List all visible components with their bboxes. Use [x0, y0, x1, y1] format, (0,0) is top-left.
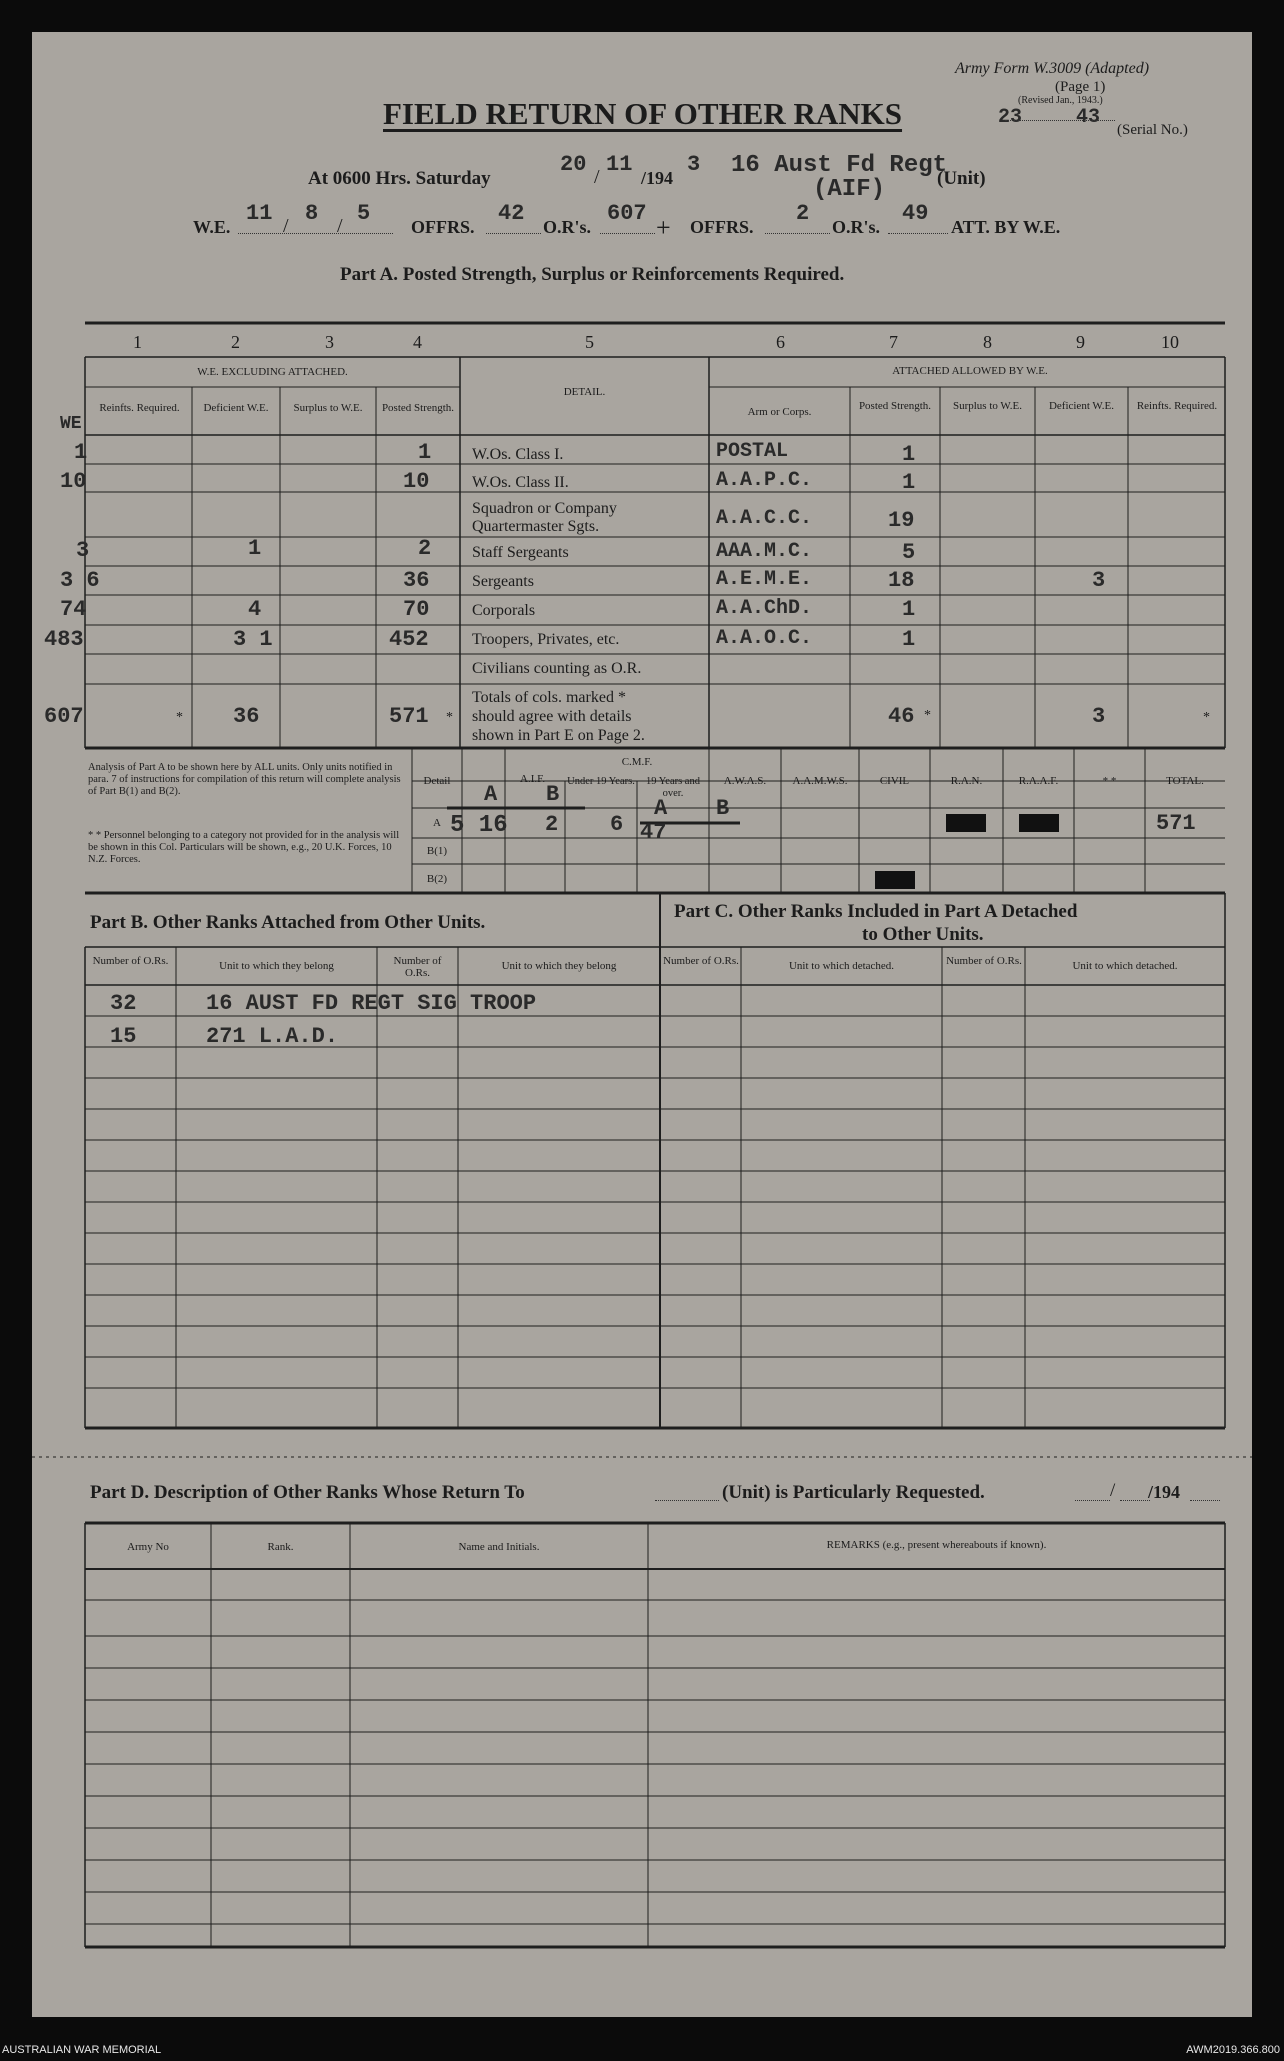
col-number-10: 10 [1161, 332, 1179, 352]
analysis-aamws-header: A.A.M.W.S. [792, 775, 848, 787]
date-year-prefix: /194 [641, 168, 674, 188]
totals-star-1: * [176, 710, 183, 725]
part-d-title: Part D. Description of Other Ranks Whose Return To [90, 1482, 525, 1503]
row-5-att-posted: 18 [888, 568, 915, 593]
revised-note: (Revised Jan., 1943.) [1018, 95, 1103, 106]
part-d-date-dots-2 [1120, 1500, 1150, 1501]
col-number-5: 5 [585, 332, 594, 352]
totals-detail: Totals of cols. marked * should agree with details shown in Part E on Page 2. [472, 689, 645, 744]
row-6-deficient: 4 [248, 597, 262, 622]
part-c-number-header-2: Number of O.Rs. [946, 955, 1022, 967]
analysis-aif-b-value: 2 [545, 812, 559, 837]
part-d-remarks-header: REMARKS (e.g., present whereabouts if known). [826, 1539, 1047, 1551]
analysis-aif-header: A.I.F. [520, 773, 546, 785]
page-number: (Page 1) [1055, 79, 1106, 95]
row-5-att-deficient: 3 [1092, 568, 1106, 593]
date-sep: / [594, 166, 600, 188]
date-month: 11 [606, 152, 633, 177]
reinfts-required-header: Reinfts. Required. [99, 402, 180, 414]
unit-label: (Unit) [937, 168, 986, 189]
part-b-entry-2-unit: 271 L.A.D. [206, 1024, 339, 1049]
form-id: Army Form W.3009 (Adapted) [955, 60, 1150, 77]
analysis-note: Analysis of Part A to be shown here by ALL units. Only units notified in para. 7 of instructions for compilation of this return will complete analysis of Part B(1) and B(2). [88, 762, 401, 797]
date-year-digit: 3 [687, 152, 701, 177]
col-number-6: 6 [776, 332, 785, 352]
totals-star-4: * [1203, 710, 1210, 725]
analysis-hand-a: A [484, 782, 498, 807]
row-3-att-posted: 19 [888, 508, 915, 533]
ors-label: O.R's. [543, 217, 592, 237]
deficient-we-header: Deficient W.E. [203, 402, 269, 414]
we-value-2: 8 [305, 201, 319, 226]
col-number-1: 1 [133, 332, 142, 352]
part-a-title: Part A. Posted Strength, Surplus or Reinforcements Required. [340, 264, 845, 285]
footer-accession: AWM2019.366.800 [1186, 2044, 1280, 2056]
row-7-att-posted: 1 [902, 627, 916, 652]
row-5-arm: A.E.M.E. [716, 568, 813, 591]
part-d-unit-dots [655, 1500, 719, 1501]
part-c-title: Part C. Other Ranks Included in Part A Detached [674, 901, 1078, 922]
col-number-3: 3 [325, 332, 334, 352]
analysis-aif-a-value: 5 16 [450, 812, 508, 839]
part-b-title: Part B. Other Ranks Attached from Other Units. [90, 912, 486, 933]
row-6-detail: Corporals [472, 602, 536, 619]
totals-reinfts: 607 [44, 704, 84, 729]
analysis-row-b1: B(1) [426, 845, 448, 857]
analysis-hand-b2: B [716, 796, 730, 821]
analysis-awas-header: A.W.A.S. [723, 775, 767, 787]
analysis-under19-value: 6 [610, 812, 624, 837]
row-2-reinfts: 10 [60, 469, 87, 494]
offrs-label: OFFRS. [411, 217, 475, 237]
part-b-unit-header-2: Unit to which they belong [501, 960, 617, 972]
part-c-unit-header-2: Unit to which detached. [1072, 960, 1178, 972]
redaction-ran [946, 814, 986, 832]
attached-allowed-header: ATTACHED ALLOWED BY W.E. [892, 365, 1048, 377]
ors2-value: 49 [902, 201, 929, 226]
analysis-row-b2: B(2) [426, 873, 448, 885]
row-1-detail: W.Os. Class I. [472, 446, 564, 463]
footer-credit: AUSTRALIAN WAR MEMORIAL [2, 2044, 162, 2056]
row-1-posted: 1 [418, 440, 432, 465]
serial-handwritten: 23 [998, 106, 1023, 129]
row-7-detail: Troopers, Privates, etc. [472, 631, 620, 648]
plus-sign: + [656, 213, 671, 242]
analysis-total-header: TOTAL. [1166, 775, 1204, 787]
we-value-3: 5 [357, 201, 371, 226]
analysis-over19-value: 47 [640, 820, 667, 845]
we-handwritten: WE [60, 414, 82, 434]
row-2-posted: 10 [403, 469, 430, 494]
part-c-unit-header-1: Unit to which detached. [788, 960, 895, 972]
row-4-posted: 2 [418, 536, 432, 561]
col-number-8: 8 [983, 332, 992, 352]
row-7-deficient: 3 1 [233, 627, 273, 652]
date-day: 20 [560, 152, 587, 177]
part-b-entry-1-unit: 16 AUST FD REGT SIG TROOP [206, 991, 537, 1016]
part-d-year-dots [1190, 1500, 1220, 1501]
row-4-detail: Staff Sergeants [472, 544, 569, 561]
analysis-note-2: * * Personnel belonging to a category not provided for in the analysis will be shown in this Col. Particulars will be shown, e.g., 20 U.K. Forces, 10 N.Z. Forces. [88, 830, 400, 865]
unit-value: 16 Aust Fd Regt [731, 152, 948, 179]
analysis-detail-header: Detail [423, 775, 451, 787]
offrs-value: 42 [498, 201, 525, 226]
detail-header: DETAIL. [563, 386, 606, 398]
analysis-civil-header: CIVIL [879, 775, 910, 787]
part-b-entry-1-number: 32 [110, 991, 137, 1016]
serial-label: (Serial No.) [1117, 122, 1188, 138]
analysis-hand-b: B [546, 782, 560, 807]
row-2-arm: A.A.P.C. [716, 469, 813, 492]
row-1-reinfts: 1 [74, 440, 88, 465]
part-d-date-sep: / [1110, 1480, 1116, 1501]
we-value-1: 11 [246, 201, 273, 226]
row-2-att-posted: 1 [902, 470, 916, 495]
offrs2-value: 2 [796, 201, 810, 226]
att-deficient-header: Deficient W.E. [1048, 400, 1115, 412]
att-label: ATT. BY W.E. [951, 217, 1061, 237]
row-5-detail: Sergeants [472, 573, 534, 590]
we-label: W.E. [193, 217, 231, 237]
att-reinfts-header: Reinfts. Required. [1136, 400, 1218, 412]
at-label: At 0600 Hrs. Saturday [308, 168, 491, 189]
analysis-raaf-header: R.A.A.F. [1018, 775, 1059, 787]
offrs2-label: OFFRS. [690, 217, 754, 237]
col-number-4: 4 [413, 332, 422, 352]
totals-att-deficient: 3 [1092, 704, 1106, 729]
row-4-deficient: 1 [248, 536, 262, 561]
totals-star-3: * [924, 708, 931, 723]
col-number-2: 2 [231, 332, 240, 352]
row-1-att-posted: 1 [902, 442, 916, 467]
row-2-detail: W.Os. Class II. [472, 474, 569, 491]
totals-posted: 571 [389, 704, 429, 729]
analysis-other-header: * * [1102, 775, 1117, 787]
totals-att-posted: 46 [888, 704, 915, 729]
totals-star-2: * [446, 710, 453, 725]
row-1-arm: POSTAL [716, 440, 789, 463]
we-excluding-header: W.E. EXCLUDING ATTACHED. [197, 366, 348, 378]
col-number-9: 9 [1076, 332, 1085, 352]
page-title: FIELD RETURN OF OTHER RANKS [383, 96, 903, 131]
part-d-date-dots [1075, 1500, 1110, 1501]
serial-handwritten-2: 43 [1076, 106, 1101, 129]
row-7-posted: 452 [389, 627, 429, 652]
surplus-we-header: Surplus to W.E. [293, 402, 363, 414]
we-sep-2: / [337, 215, 343, 237]
att-surplus-header: Surplus to W.E. [952, 400, 1023, 412]
part-b-entry-2-number: 15 [110, 1024, 137, 1049]
part-c-title-2: to Other Units. [862, 924, 984, 945]
analysis-row-a: A [433, 817, 441, 829]
row-6-arm: A.A.ChD. [716, 597, 813, 620]
part-d-name-header: Name and Initials. [458, 1541, 540, 1553]
analysis-hand-a2: A [654, 796, 668, 821]
arm-corps-header: Arm or Corps. [747, 406, 812, 418]
redaction-civil [875, 871, 915, 889]
part-d-army-no-header: Army No [127, 1541, 169, 1553]
row-7-reinfts: 483 [44, 627, 84, 652]
row-3-arm: A.A.C.C. [716, 507, 813, 530]
col-number-7: 7 [889, 332, 898, 352]
row-5-posted: 36 [403, 568, 430, 593]
analysis-total-value: 571 [1156, 811, 1196, 836]
part-b-unit-header-1: Unit to which they belong [219, 960, 334, 972]
analysis-cmf-header: C.M.F. [621, 756, 653, 768]
part-b-number-header-1: Number of O.Rs. [92, 955, 169, 967]
analysis-under19-header: Under 19 Years. [567, 776, 635, 787]
row-7-arm: A.A.O.C. [716, 627, 813, 650]
att-posted-strength-header: Posted Strength. [858, 400, 932, 412]
part-b-number-header-2: Number of O.Rs. [393, 955, 442, 979]
ors-value: 607 [607, 201, 647, 226]
row-6-att-posted: 1 [902, 597, 916, 622]
analysis-over19-header: 19 Years and over. [646, 776, 700, 799]
row-5-reinfts: 3 6 [60, 568, 100, 593]
totals-deficient: 36 [233, 704, 260, 729]
row-6-reinfts: 74 [60, 597, 87, 622]
ors2-label: O.R's. [832, 217, 881, 237]
part-d-unit-label: (Unit) is Particularly Requested. [722, 1482, 985, 1503]
unit-sub: (AIF) [813, 176, 886, 203]
row-4-att-posted: 5 [902, 540, 916, 565]
row-4-reinfts: 3 [76, 538, 90, 563]
redaction-raaf [1019, 814, 1059, 832]
analysis-ran-header: R.A.N. [950, 775, 983, 787]
row-3-detail: Squadron or Company Quartermaster Sgts. [472, 500, 617, 535]
part-c-number-header-1: Number of O.Rs. [663, 955, 739, 967]
part-d-rank-header: Rank. [267, 1541, 294, 1553]
row-4-arm: AAA.M.C. [716, 540, 813, 563]
we-sep-1: / [283, 215, 289, 237]
posted-strength-header: Posted Strength. [381, 402, 455, 414]
row-6-posted: 70 [403, 597, 430, 622]
part-d-year: /194 [1148, 1482, 1181, 1502]
row-8-detail: Civilians counting as O.R. [472, 660, 642, 677]
